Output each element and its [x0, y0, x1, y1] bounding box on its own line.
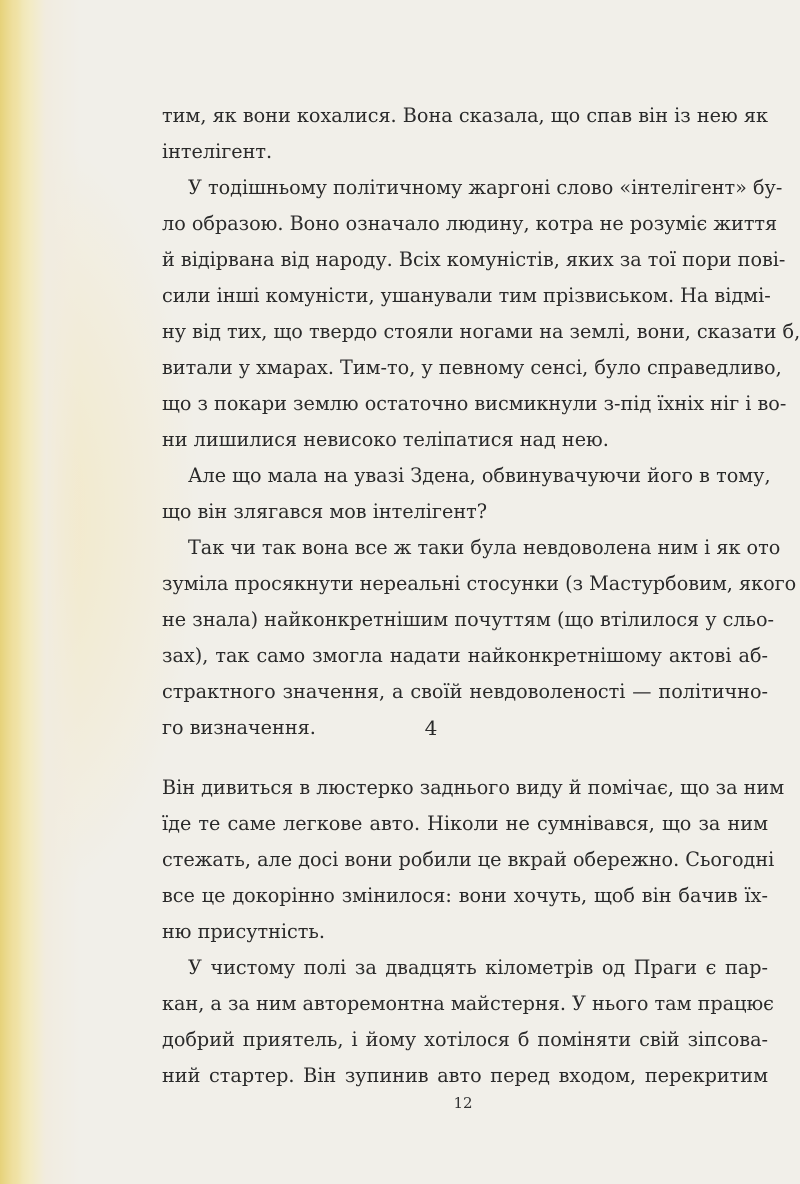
text-line: витали у хмарах. Тим-то, у певному сенсі, було справедливо, [162, 356, 782, 379]
text-line: їде те саме легкове авто. Ніколи не сумнівався, що за ним [162, 812, 768, 835]
text-line: стежать, але досі вони робили це вкрай обережно. Сьогодні [162, 848, 775, 871]
page-number: 12 [453, 1094, 473, 1112]
text-line: ний стартер. Він зупинив авто перед входом, перекритим [162, 1064, 768, 1087]
text-line: сили інші комуністи, ушанували тим прізвиськом. На відмі- [162, 284, 771, 307]
text-line: що він злягався мов інтелігент? [162, 500, 488, 523]
paragraph [162, 98, 768, 170]
section-number: 4 [424, 716, 438, 740]
text-block-bottom [162, 770, 785, 1094]
text-line: інтелігент. [162, 140, 273, 163]
text-line: страктного значення, а своїй невдоволеності — політично- [162, 680, 768, 703]
text-line: У тодішньому політичному жаргоні слово «інтелігент» бу- [188, 176, 783, 199]
paragraph [162, 770, 785, 950]
text-line: Так чи так вона все ж таки була невдоволена ним і як ото [188, 536, 781, 559]
text-line: Але що мала на увазі Здена, обвинувачуючи його в тому, [188, 464, 771, 487]
text-line: го визначення. [162, 716, 316, 739]
paragraph [162, 530, 797, 746]
text-line: ни лишилися невисоко теліпатися над нею. [162, 428, 609, 451]
paragraph [162, 170, 800, 458]
text-line: зуміла просякнути нереальні стосунки (з Мастурбовим, якого [162, 572, 797, 595]
text-line: й відірвана від народу. Всіх комуністів, яких за тої пори пові- [162, 248, 786, 271]
book-spine-shadow [0, 0, 22, 1184]
text-block-top [162, 98, 800, 746]
text-line: тим, як вони кохалися. Вона сказала, що спав він із нею як [162, 104, 768, 127]
text-line: ло образою. Воно означало людину, котра не розуміє життя [162, 212, 778, 235]
text-line: кан, а за ним авторемонтна майстерня. У нього там працює [162, 992, 774, 1015]
text-line: У чистому полі за двадцять кілометрів од Праги є пар- [188, 956, 768, 979]
text-line: що з покари землю остаточно висмикнули з-під їхніх ніг і во- [162, 392, 787, 415]
text-line: зах), так само змогла надати найконкретнішому актові аб- [162, 644, 768, 667]
text-line: все це докорінно змінилося: вони хочуть, щоб він бачив їх- [162, 884, 768, 907]
text-line: не знала) найконкретнішим почуттям (що втілилося у сльо- [162, 608, 774, 631]
text-line: ну від тих, що твердо стояли ногами на землі, вони, сказати б, [162, 320, 800, 343]
paragraph [162, 950, 774, 1094]
text-line: добрий приятель, і йому хотілося б поміняти свій зіпсова- [162, 1028, 768, 1051]
text-line: Він дивиться в люстерко заднього виду й помічає, що за ним [162, 776, 785, 799]
text-line: ню присутність. [162, 920, 325, 943]
paragraph [162, 458, 771, 530]
